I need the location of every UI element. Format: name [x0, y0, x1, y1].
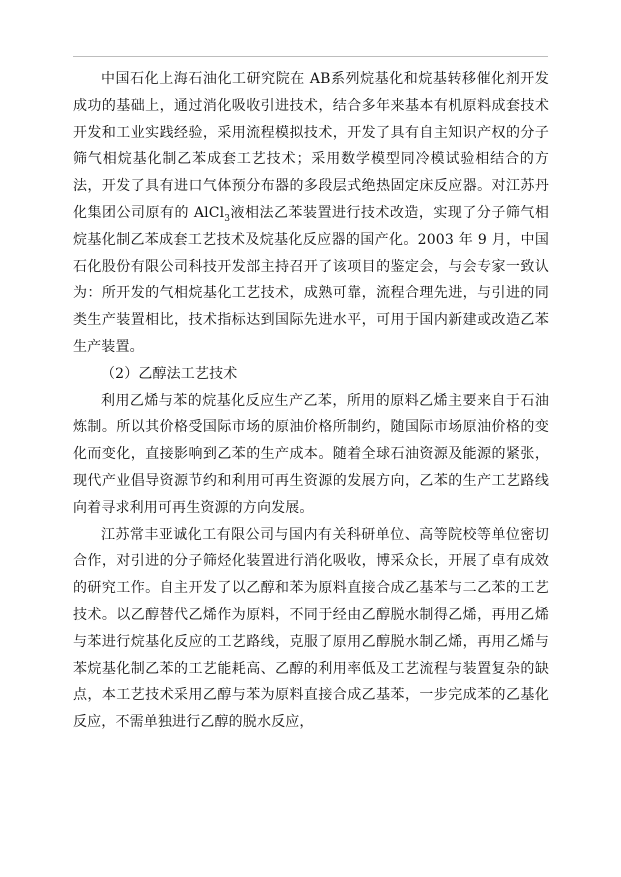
paragraph-text-part-1: 中国石化上海石油化工研究院在 AB系列烷基化和烷基转移催化剂开发成功的基础上，通过消化吸收引进技术，结合多年来基本有机原料成套技术开发和工业实践经验，采用流程模拟技术，开发了具有自主知识产权的分子筛气相烷基化制乙苯成套工艺技术；采用数学模型同冷模试验相结合的方法，开发了具有进口气体预分布器的多段层式绝热固定床反应器。对江苏丹化集团公司原有的 AlCl [73, 71, 549, 221]
paragraph-ethanol-technology: 江苏常丰亚诚化工有限公司与国内有关科研单位、高等院校等单位密切合作，对引进的分子筛烃化装置进行消化吸收，博采众长，开展了卓有成效的研究工作。自主开发了以乙醇和苯为原料直接合成乙基苯与二乙苯的工艺技术。以乙醇替代乙烯作为原料，不同于经由乙醇脱水制得乙烯，再用乙烯与苯进行烷基化反应的工艺路线，克服了原用乙醇脱水制乙烯，再用乙烯与苯烷基化制乙苯的工艺能耗高、乙醇的利用率低及工艺流程与装置复杂的缺点，本工艺技术采用乙醇与苯为原料直接合成乙基苯，一步完成苯的乙基化反应，不需单独进行乙醇的脱水反应， [73, 526, 549, 731]
paragraph-gas-phase-process [73, 66, 549, 361]
document-body [73, 66, 549, 736]
header-divider [73, 56, 548, 57]
paragraph-text-part-2: 液相法乙苯装置进行技术改造，实现了分子筛气相烷基化制乙苯成套工艺技术及烷基化反应器的国产化。2003 年 9 月，中国石化股份有限公司科技开发部主持召开了该项目的鉴定会，与会专家一致认为：所开发的气相烷基化工艺技术，成熟可靠，流程合理先进，与引进的同类生产装置相比，技术指标达到国际先进水平，可用于国内新建或改造乙苯生产装置。 [73, 204, 549, 355]
chemical-subscript: 3 [224, 213, 231, 224]
section-heading-ethanol-process: （2）乙醇法工艺技术 [101, 365, 238, 382]
paragraph-ethylene-source: 利用乙烯与苯的烷基化反应生产乙苯，所用的原料乙烯主要来自于石油炼制。所以其价格受国际市场的原油价格所制约，随国际市场原油价格的变化而变化，直接影响到乙苯的生产成本。随着全球石油资源及能源的紧张，现代产业倡导资源节约和利用可再生资源的发展方向，乙苯的生产工艺路线向着寻求利用可再生资源的方向发展。 [73, 392, 549, 516]
